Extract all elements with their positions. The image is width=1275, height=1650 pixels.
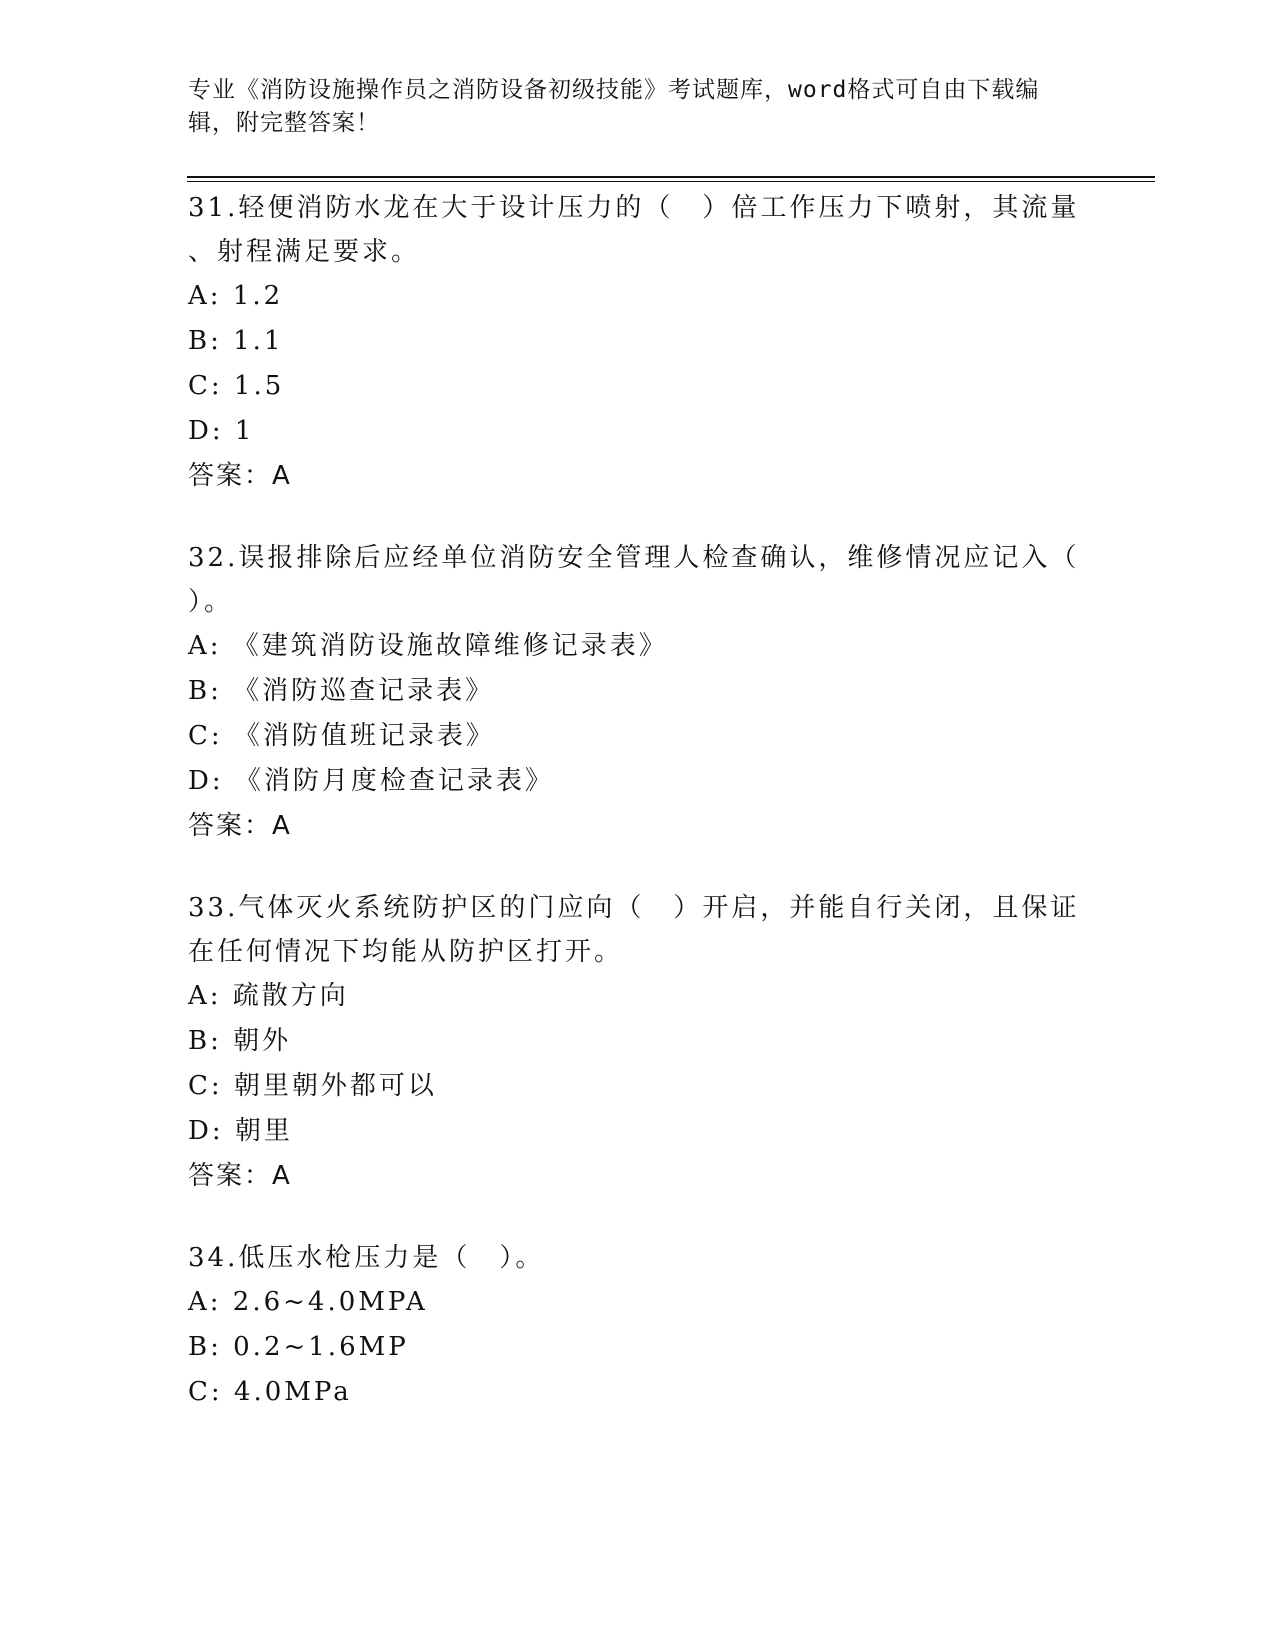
- option-b: B: 0.2~1.6MP: [188, 1332, 409, 1362]
- option-b: B: 《消防巡查记录表》: [188, 676, 495, 706]
- question-stem-line-1: 33.气体灭火系统防护区的门应向（ ）开启，并能自行关闭，且保证: [188, 893, 1080, 923]
- header-line-2: 辑，附完整答案！: [188, 110, 380, 136]
- option-c: C: 4.0MPa: [188, 1377, 352, 1407]
- option-a: A: 疏散方向: [188, 981, 349, 1011]
- option-a: A: 2.6~4.0MPA: [188, 1287, 428, 1317]
- question-stem-line-2: ）。: [188, 587, 234, 617]
- answer: 答案：A: [188, 461, 292, 491]
- option-d: D: 《消防月度检查记录表》: [188, 766, 554, 796]
- option-d: D: 朝里: [188, 1116, 293, 1146]
- document-header: [188, 74, 1088, 140]
- question-33: [188, 886, 1088, 1199]
- option-b: B: 1.1: [188, 326, 284, 356]
- question-stem-line-1: 31.轻便消防水龙在大于设计压力的（ ）倍工作压力下喷射，其流量: [188, 193, 1080, 223]
- option-b: B: 朝外: [188, 1026, 292, 1056]
- question-31: [188, 186, 1088, 499]
- question-stem-line-2: 在任何情况下均能从防护区打开。: [188, 937, 624, 967]
- answer: 答案：A: [188, 1161, 292, 1191]
- option-c: C: 1.5: [188, 371, 285, 401]
- answer: 答案：A: [188, 811, 292, 841]
- question-stem-line-2: 、射程满足要求。: [188, 237, 421, 267]
- option-c: C: 《消防值班记录表》: [188, 721, 495, 751]
- question-stem-line-1: 34.低压水枪压力是（ ）。: [188, 1243, 545, 1273]
- option-c: C: 朝里朝外都可以: [188, 1071, 437, 1101]
- header-divider-thin: [187, 181, 1155, 182]
- question-34: [188, 1236, 1088, 1415]
- option-d: D: 1: [188, 416, 255, 446]
- header-line-1: 专业《消防设施操作员之消防设备初级技能》考试题库，word格式可自由下载编: [188, 77, 1040, 103]
- question-stem-line-1: 32.误报排除后应经单位消防安全管理人检查确认，维修情况应记入（: [188, 543, 1080, 573]
- option-a: A: 《建筑消防设施故障维修记录表》: [188, 631, 668, 661]
- option-a: A: 1.2: [188, 281, 284, 311]
- header-divider-thick: [187, 176, 1155, 178]
- question-32: [188, 536, 1088, 849]
